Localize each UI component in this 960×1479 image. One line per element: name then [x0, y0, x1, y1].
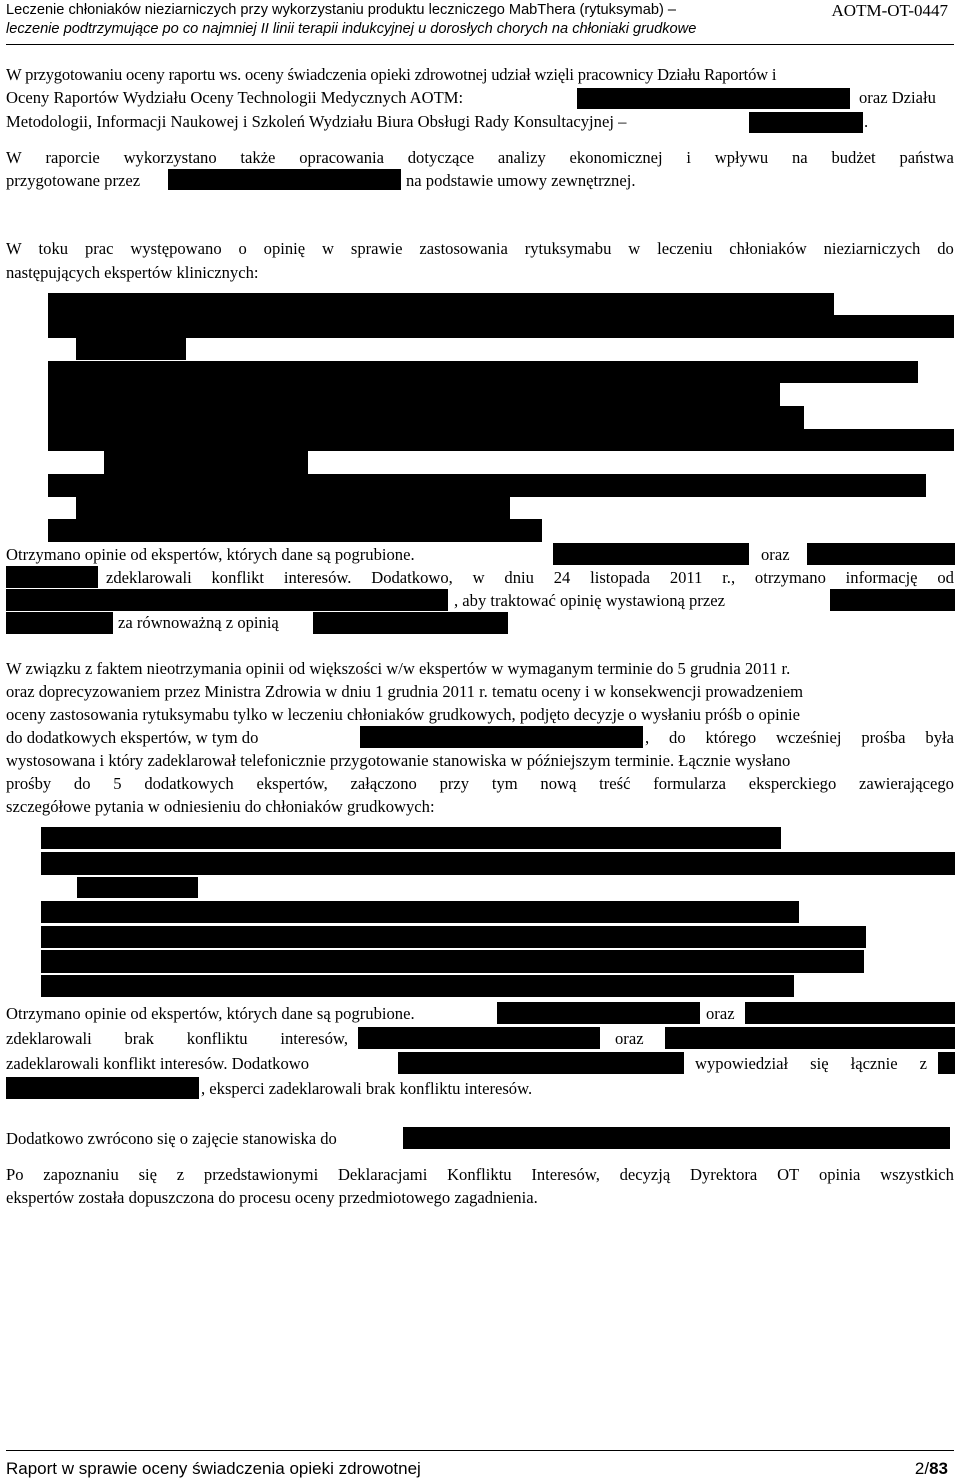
p6-line-2-mid: oraz — [615, 1029, 644, 1048]
word: prac — [84, 239, 114, 258]
word: była — [925, 728, 954, 747]
word: Interesów, — [531, 1165, 600, 1184]
word: przedstawionymi — [203, 1165, 319, 1184]
word: analizy — [497, 148, 546, 167]
word: informację — [845, 568, 918, 587]
redaction-bar — [665, 1027, 955, 1049]
word: 24 — [553, 568, 571, 587]
redaction-bar — [41, 901, 799, 923]
word: załączono — [350, 774, 417, 793]
redaction-bar — [313, 612, 508, 634]
redaction-bar — [360, 726, 643, 748]
word: , — [645, 728, 650, 747]
redaction-bar — [497, 1002, 700, 1024]
redaction-bar — [577, 88, 850, 109]
word: i — [686, 148, 691, 167]
word: raporcie — [45, 148, 100, 167]
word: zawierającego — [859, 774, 954, 793]
redaction-bar — [6, 566, 98, 588]
word: W — [6, 239, 22, 258]
footer-title: Raport w sprawie oceny świadczenia opieki zdrowotnej — [6, 1459, 421, 1478]
word: w — [322, 239, 335, 258]
redaction-bar — [77, 877, 198, 898]
p5-line-2: oraz doprecyzowaniem przez Ministra Zdrowia w dniu 1 grudnia 2011 r. tematu oceny i w konsekwencji prowadzeniem — [6, 682, 804, 701]
word: formularza — [653, 774, 726, 793]
word: konfliktu — [186, 1029, 248, 1048]
word: występowano — [130, 239, 222, 258]
redaction-bar — [41, 852, 955, 875]
word: listopada — [590, 568, 651, 587]
p5-line-1: W związku z faktem nieotrzymania opinii od większości w/w ekspertów w wymaganym terminie do 5 grudnia 2011 r. — [6, 659, 791, 678]
word: Dyrektora — [690, 1165, 758, 1184]
word: także — [240, 148, 276, 167]
p6-line-3-mid — [695, 1053, 927, 1074]
word: zdeklarowali — [106, 568, 192, 587]
redaction-bar — [749, 112, 863, 133]
redaction-bar — [403, 1127, 950, 1149]
word: decyzją — [619, 1165, 671, 1184]
header-rule — [6, 44, 954, 45]
page-current: 2 — [914, 1459, 925, 1478]
word: 2011 — [669, 568, 703, 587]
word: interesów. — [283, 568, 352, 587]
p4-line-4: za równoważną z opinią — [118, 613, 279, 632]
word: zdeklarowali — [6, 1029, 92, 1048]
word: interesów, — [280, 1029, 348, 1048]
p4-line-2 — [106, 567, 954, 588]
word: brak — [124, 1029, 154, 1048]
word: zapoznaniu — [43, 1165, 119, 1184]
p5-line-7: szczegółowe pytania w odniesieniu do chłoniaków grudkowych: — [6, 797, 435, 816]
word: nową — [540, 774, 577, 793]
redaction-bar — [553, 543, 749, 565]
redaction-bar — [41, 926, 866, 948]
redaction-bar — [358, 1027, 600, 1049]
word: prośby — [6, 774, 52, 793]
p8-line-2: ekspertów została dopuszczona do procesu oceny przedmiotowego zagadnienia. — [6, 1188, 538, 1207]
word: w — [472, 568, 485, 587]
redaction-bar — [48, 293, 834, 315]
header-title-line-2: leczenie podtrzymujące po co najmniej II linii terapii indukcyjnej u dorosłych chorych na chłoniaki grudkowe — [6, 21, 697, 37]
word: w — [628, 239, 641, 258]
redaction-bar — [168, 169, 401, 190]
word: wypowiedział — [695, 1054, 789, 1073]
word: otrzymano — [754, 568, 826, 587]
p2-line-2-tail: na podstawie umowy zewnętrznej. — [406, 171, 636, 190]
word: leczeniu — [657, 239, 713, 258]
redaction-bar — [48, 519, 542, 542]
p2-line-1 — [6, 147, 954, 168]
word: wszystkich — [880, 1165, 954, 1184]
word: się — [810, 1054, 829, 1073]
redaction-bar — [76, 338, 186, 360]
word: Konfliktu — [447, 1165, 512, 1184]
word: Po — [6, 1165, 24, 1184]
redaction-bar — [48, 429, 954, 451]
word: do — [73, 774, 91, 793]
word: wykorzystano — [123, 148, 217, 167]
word: r., — [722, 568, 736, 587]
redaction-bar — [76, 497, 510, 519]
p6-line-1: Otrzymano opinie od ekspertów, których dane są pogrubione. — [6, 1004, 415, 1023]
word: od — [937, 568, 954, 587]
footer-rule — [6, 1450, 954, 1451]
p6-line-1-mid: oraz — [706, 1004, 735, 1023]
word: opracowania — [299, 148, 384, 167]
word: wpływu — [714, 148, 769, 167]
word: rytuksymabu — [524, 239, 612, 258]
word: treść — [599, 774, 631, 793]
p6-line-2 — [6, 1028, 348, 1049]
p7-line-1: Dodatkowo zwrócono się o zajęcie stanowiska do — [6, 1129, 337, 1148]
word: wcześniej — [776, 728, 842, 747]
p1-line-3: Metodologii, Informacji Naukowej i Szkoleń Wydziału Biura Obsługi Rady Konsultacyjnej – — [6, 112, 627, 131]
p6-line-3: zadeklarowali konflikt interesów. Dodatkowo — [6, 1054, 310, 1073]
redaction-bar — [807, 543, 955, 565]
redaction-bar — [48, 474, 926, 497]
p1-line-2-tail: oraz Działu — [859, 88, 936, 107]
header-title-line-1: Leczenie chłoniaków nieziarniczych przy wykorzystaniu produktu leczniczego MabThera (rytuksymab) – — [6, 2, 676, 18]
word: do — [937, 239, 954, 258]
word: dodatkowych — [144, 774, 234, 793]
word: budżet — [831, 148, 876, 167]
word: ekonomicznej — [569, 148, 663, 167]
redaction-bar — [41, 950, 864, 973]
redaction-bar — [48, 383, 780, 406]
p4-line-1: Otrzymano opinie od ekspertów, których dane są pogrubione. — [6, 545, 415, 564]
p3-line-1 — [6, 238, 954, 259]
word: zastosowania — [419, 239, 508, 258]
word: do — [669, 728, 686, 747]
word: Deklaracjami — [337, 1165, 428, 1184]
redaction-bar — [6, 589, 448, 611]
word: ekspertów, — [256, 774, 328, 793]
redaction-bar — [830, 589, 955, 611]
word: dotyczące — [407, 148, 475, 167]
word: tym — [491, 774, 518, 793]
word: nieziarniczych — [823, 239, 921, 258]
word: opinię — [263, 239, 306, 258]
redaction-bar — [6, 612, 113, 634]
word: eksperckiego — [748, 774, 837, 793]
word: z — [919, 1054, 927, 1073]
word: przy — [439, 774, 470, 793]
p3-line-2: następujących ekspertów klinicznych: — [6, 263, 259, 282]
p1-line-2: Oceny Raportów Wydziału Oceny Technologii Medycznych AOTM: — [6, 88, 464, 107]
word: prośba — [861, 728, 906, 747]
page-total: 83 — [929, 1459, 948, 1478]
word: państwa — [899, 148, 954, 167]
word: którego — [705, 728, 757, 747]
redaction-bar — [6, 1077, 199, 1099]
redaction-bar — [48, 406, 804, 429]
p5-line-4: do dodatkowych ekspertów, w tym do — [6, 728, 259, 747]
word: W — [6, 148, 22, 167]
redaction-bar — [104, 451, 308, 474]
p2-line-2: przygotowane przez — [6, 171, 141, 190]
word: z — [176, 1165, 185, 1184]
word: na — [792, 148, 808, 167]
word: opinia — [818, 1165, 861, 1184]
word: Dodatkowo, — [371, 568, 453, 587]
p6-line-4: , eksperci zadeklarowali brak konfliktu interesów. — [201, 1079, 533, 1098]
word: łącznie — [850, 1054, 898, 1073]
p5-line-3: oceny zastosowania rytuksymabu tylko w leczeniu chłoniaków grudkowych, podjęto decyzje o wysłaniu próśb o opinie — [6, 705, 801, 724]
word: konflikt — [211, 568, 265, 587]
word: OT — [777, 1165, 800, 1184]
p4-line-1-mid: oraz — [761, 545, 790, 564]
p4-line-3: , aby traktować opinię wystawioną przez — [454, 591, 725, 610]
word: chłoniaków — [729, 239, 807, 258]
word: o — [238, 239, 247, 258]
redaction-bar — [41, 975, 794, 997]
word: 5 — [113, 774, 122, 793]
redaction-bar — [48, 315, 954, 338]
p8-line-1 — [6, 1164, 954, 1185]
redaction-bar — [398, 1052, 684, 1074]
redaction-bar — [41, 827, 781, 849]
p1-line-3-tail: . — [864, 112, 869, 131]
redaction-bar — [48, 361, 918, 383]
word: sprawie — [350, 239, 403, 258]
p5-line-6 — [6, 773, 954, 794]
word: dniu — [504, 568, 534, 587]
redaction-bar — [745, 1002, 955, 1024]
document-code: AOTM-OT-0447 — [831, 1, 948, 20]
p5-line-4-tail — [645, 727, 954, 748]
word: toku — [38, 239, 69, 258]
p5-line-5: wystosowana i który zadeklarował telefonicznie przygotowanie stanowiska w późniejszym terminie. Łącznie wysłano — [6, 751, 791, 770]
p1-line-1: W przygotowaniu oceny raportu ws. oceny świadczenia opieki zdrowotnej udział wzięli pracownicy Działu Raportów i — [6, 65, 777, 84]
redaction-bar — [938, 1052, 955, 1074]
page-number: 2/83 — [914, 1459, 948, 1478]
word: się — [138, 1165, 158, 1184]
